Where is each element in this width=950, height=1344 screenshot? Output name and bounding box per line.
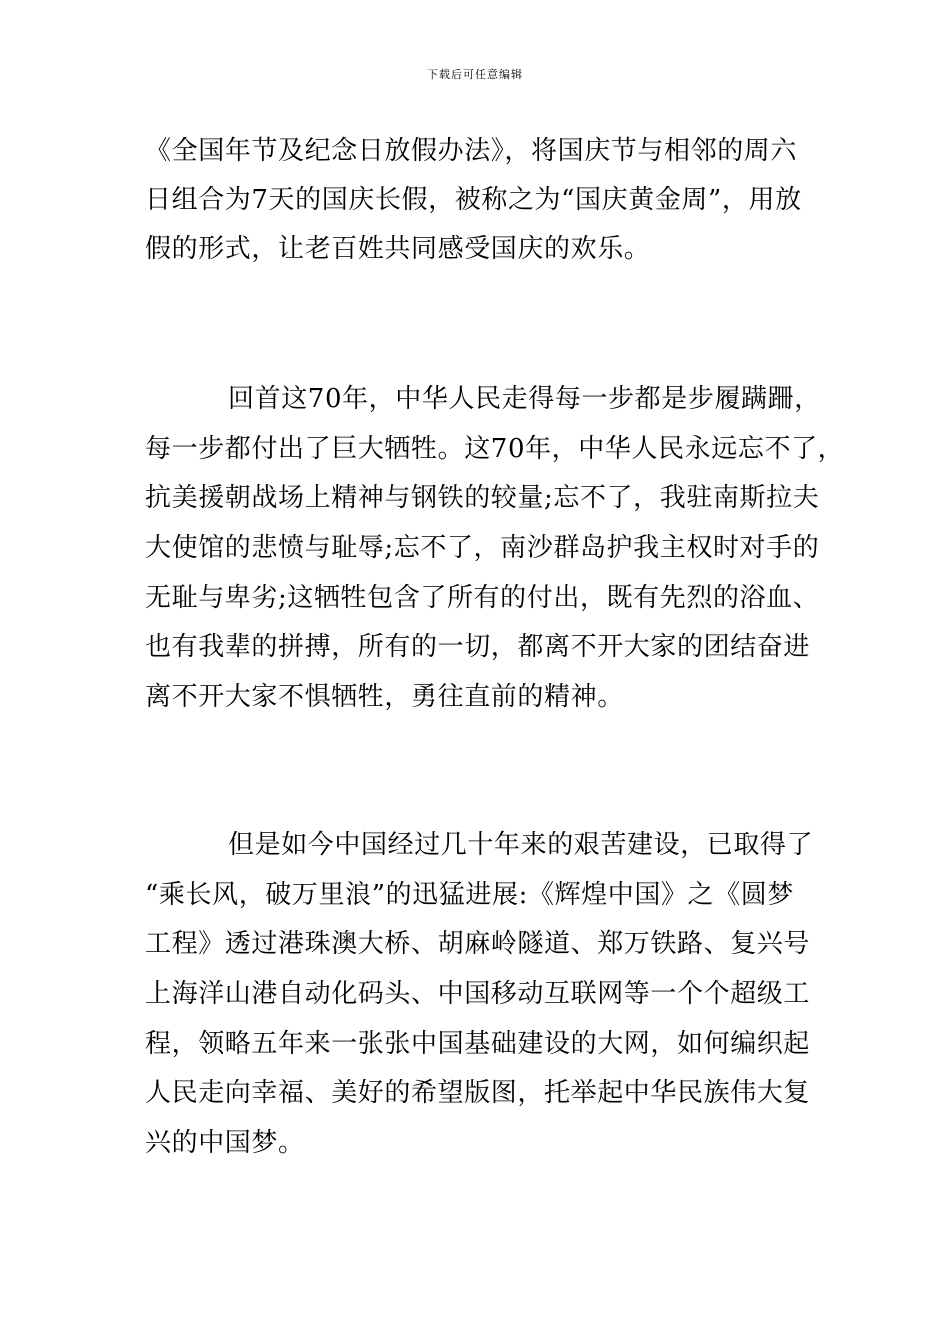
- paragraph-line: 每一步都付出了巨大牺牲。这70年，中华人民永远忘不了，: [145, 434, 845, 464]
- page-header-note: 下载后可任意编辑: [427, 68, 523, 81]
- paragraph-line: 大使馆的悲愤与耻辱;忘不了，南沙群岛护我主权时对手的: [145, 533, 820, 563]
- paragraph-line: 离不开大家不惧牺牲，勇往直前的精神。: [145, 682, 624, 712]
- paragraph-line: 上海洋山港自动化码头、中国移动互联网等一个个超级工: [145, 979, 811, 1009]
- paragraph-line: 兴的中国梦。: [145, 1128, 305, 1158]
- paragraph-line: 回首这70年，中华人民走得每一步都是步履蹒跚，: [228, 384, 821, 414]
- paragraph-line: 人民走向幸福、美好的希望版图，托举起中华民族伟大复: [145, 1078, 811, 1108]
- paragraph-line: 假的形式，让老百姓共同感受国庆的欢乐。: [145, 234, 651, 264]
- paragraph-line: 但是如今中国经过几十年来的艰苦建设，已取得了: [228, 830, 814, 860]
- paragraph-line: 程，领略五年来一张张中国基础建设的大网，如何编织起: [145, 1029, 811, 1059]
- paragraph-line: 日组合为7天的国庆长假，被称之为“国庆黄金周”，用放: [145, 185, 802, 215]
- paragraph-line: 也有我辈的拼搏，所有的一切，都离不开大家的团结奋进: [145, 632, 811, 662]
- paragraph-line: 无耻与卑劣;这牺牲包含了所有的付出，既有先烈的浴血、: [145, 583, 820, 613]
- paragraph-line: 《全国年节及纪念日放假办法》，将国庆节与相邻的周六: [145, 136, 798, 166]
- paragraph-line: “乘长风，破万里浪”的迅猛进展:《辉煌中国》之《圆梦: [145, 880, 794, 910]
- paragraph-line: 抗美援朝战场上精神与钢铁的较量;忘不了，我驻南斯拉夫: [145, 483, 820, 513]
- paragraph-line: 工程》透过港珠澳大桥、胡麻岭隧道、郑万铁路、复兴号: [145, 929, 811, 959]
